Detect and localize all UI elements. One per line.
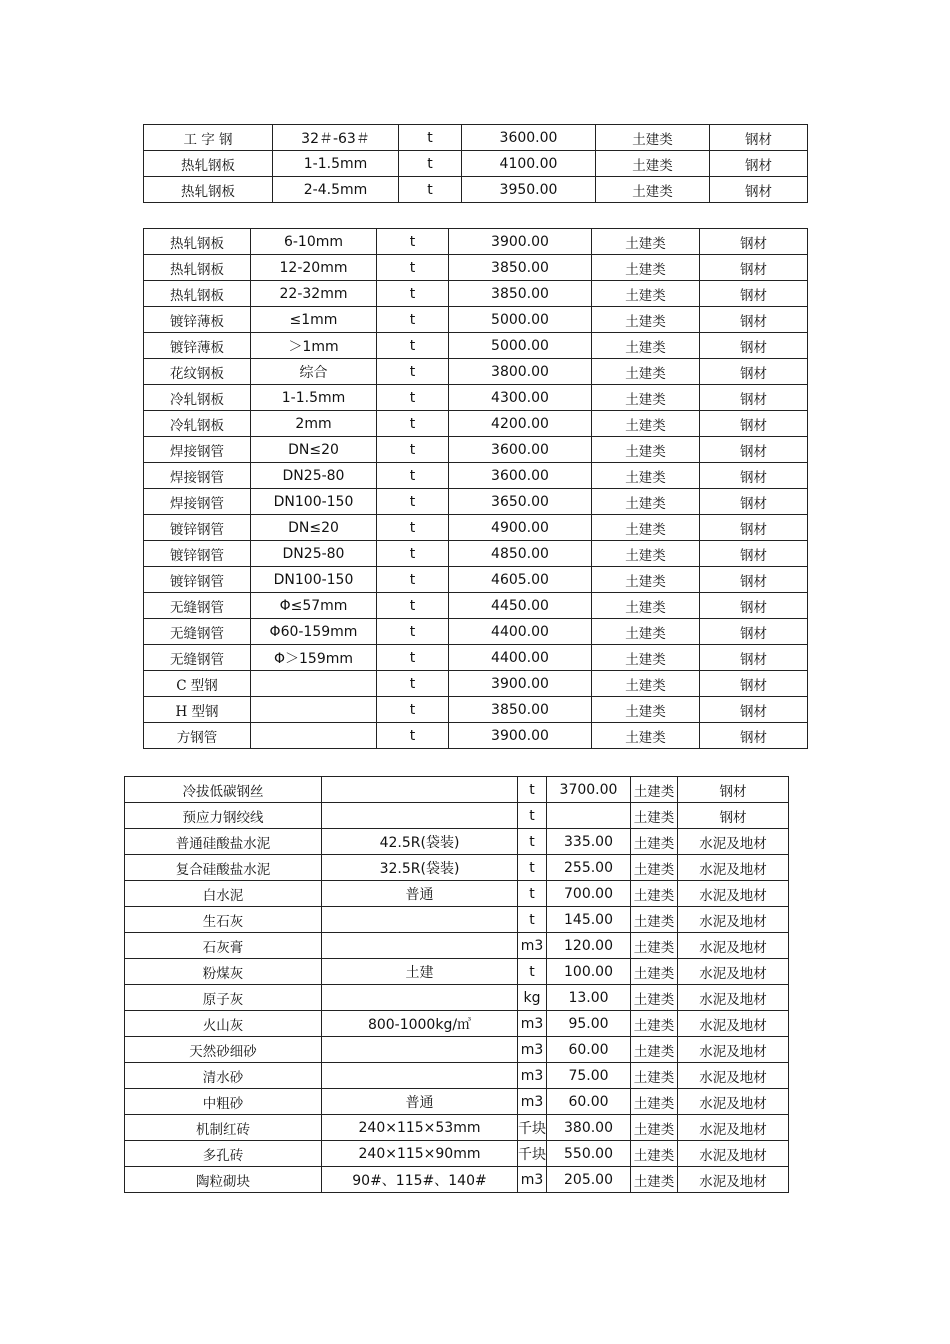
material-name-cell: 镀锌钢管: [144, 515, 251, 541]
price-cell: 3950.00: [462, 177, 596, 203]
material-type-cell: 钢材: [678, 777, 789, 803]
unit-cell: 千块: [518, 1141, 547, 1167]
unit-cell: t: [377, 411, 449, 437]
category-cell: 土建类: [592, 697, 700, 723]
specification-cell: 1-1.5mm: [251, 385, 377, 411]
category-cell: 土建类: [596, 177, 710, 203]
unit-cell: m3: [518, 1011, 547, 1037]
specification-cell: [322, 933, 518, 959]
material-type-cell: 钢材: [700, 697, 808, 723]
specification-cell: 12-20mm: [251, 255, 377, 281]
table-row: [144, 723, 808, 749]
unit-cell: t: [399, 125, 462, 151]
specification-cell: [251, 723, 377, 749]
price-cell: 3900.00: [449, 723, 592, 749]
price-cell: 335.00: [547, 829, 631, 855]
material-type-cell: 水泥及地材: [678, 1089, 789, 1115]
material-name-cell: 普通硅酸盐水泥: [125, 829, 322, 855]
table-body: [144, 125, 808, 203]
specification-cell: [322, 777, 518, 803]
price-cell: 120.00: [547, 933, 631, 959]
price-cell: 75.00: [547, 1063, 631, 1089]
unit-cell: t: [377, 645, 449, 671]
price-cell: 4850.00: [449, 541, 592, 567]
specification-cell: DN100-150: [251, 567, 377, 593]
specification-cell: [322, 803, 518, 829]
price-cell: 3850.00: [449, 697, 592, 723]
category-cell: 土建类: [592, 619, 700, 645]
category-cell: 土建类: [596, 151, 710, 177]
price-cell: 4200.00: [449, 411, 592, 437]
material-type-cell: 水泥及地材: [678, 829, 789, 855]
specification-cell: 1-1.5mm: [273, 151, 399, 177]
material-name-cell: 热轧钢板: [144, 229, 251, 255]
material-name-cell: 焊接钢管: [144, 489, 251, 515]
material-type-cell: 水泥及地材: [678, 1063, 789, 1089]
price-cell: 3650.00: [449, 489, 592, 515]
specification-cell: Φ＞159mm: [251, 645, 377, 671]
unit-cell: t: [377, 281, 449, 307]
unit-cell: 千块: [518, 1115, 547, 1141]
material-type-cell: 水泥及地材: [678, 1141, 789, 1167]
unit-cell: t: [377, 385, 449, 411]
table-row: [144, 333, 808, 359]
material-name-cell: 粉煤灰: [125, 959, 322, 985]
material-name-cell: 热轧钢板: [144, 255, 251, 281]
price-cell: 3800.00: [449, 359, 592, 385]
table-row: [144, 255, 808, 281]
specification-cell: 32.5R(袋装): [322, 855, 518, 881]
material-name-cell: 无缝钢管: [144, 619, 251, 645]
material-type-cell: 钢材: [700, 619, 808, 645]
unit-cell: t: [377, 359, 449, 385]
price-cell: [547, 803, 631, 829]
price-cell: 95.00: [547, 1011, 631, 1037]
table-row: [144, 697, 808, 723]
price-cell: 4450.00: [449, 593, 592, 619]
material-name-cell: H 型钢: [144, 697, 251, 723]
table-row: [144, 515, 808, 541]
material-type-cell: 水泥及地材: [678, 985, 789, 1011]
material-type-cell: 钢材: [710, 151, 808, 177]
material-type-cell: 钢材: [700, 307, 808, 333]
category-cell: 土建类: [631, 829, 678, 855]
category-cell: 土建类: [631, 959, 678, 985]
table-row: [144, 619, 808, 645]
material-type-cell: 水泥及地材: [678, 855, 789, 881]
table-row: [144, 151, 808, 177]
material-name-cell: 工 字 钢: [144, 125, 273, 151]
category-cell: 土建类: [592, 333, 700, 359]
price-cell: 4100.00: [462, 151, 596, 177]
unit-cell: t: [377, 307, 449, 333]
price-cell: 4900.00: [449, 515, 592, 541]
price-cell: 4300.00: [449, 385, 592, 411]
material-name-cell: 清水砂: [125, 1063, 322, 1089]
table-row: [125, 803, 789, 829]
unit-cell: m3: [518, 1089, 547, 1115]
specification-cell: Φ60-159mm: [251, 619, 377, 645]
table-row: [125, 777, 789, 803]
material-type-cell: 钢材: [700, 489, 808, 515]
category-cell: 土建类: [631, 881, 678, 907]
table-row: [125, 1037, 789, 1063]
material-type-cell: 水泥及地材: [678, 1167, 789, 1193]
material-name-cell: 陶粒砌块: [125, 1167, 322, 1193]
category-cell: 土建类: [592, 281, 700, 307]
material-type-cell: 钢材: [700, 671, 808, 697]
material-name-cell: 热轧钢板: [144, 177, 273, 203]
specification-cell: [322, 985, 518, 1011]
unit-cell: t: [518, 907, 547, 933]
table-row: [125, 1011, 789, 1037]
price-cell: 380.00: [547, 1115, 631, 1141]
material-type-cell: 钢材: [700, 723, 808, 749]
table-row: [144, 671, 808, 697]
table-row: [125, 933, 789, 959]
price-cell: 205.00: [547, 1167, 631, 1193]
material-name-cell: 无缝钢管: [144, 593, 251, 619]
price-cell: 3600.00: [462, 125, 596, 151]
table-row: [125, 829, 789, 855]
material-name-cell: 机制红砖: [125, 1115, 322, 1141]
table-row: [125, 1089, 789, 1115]
unit-cell: t: [377, 697, 449, 723]
category-cell: 土建类: [596, 125, 710, 151]
unit-cell: t: [377, 619, 449, 645]
table-row: [144, 567, 808, 593]
specification-cell: 2mm: [251, 411, 377, 437]
unit-cell: t: [518, 777, 547, 803]
material-name-cell: 火山灰: [125, 1011, 322, 1037]
category-cell: 土建类: [631, 855, 678, 881]
specification-cell: 240×115×53mm: [322, 1115, 518, 1141]
category-cell: 土建类: [631, 803, 678, 829]
unit-cell: t: [518, 803, 547, 829]
unit-cell: m3: [518, 933, 547, 959]
material-name-cell: 冷拔低碳钢丝: [125, 777, 322, 803]
price-cell: 3850.00: [449, 255, 592, 281]
category-cell: 土建类: [592, 541, 700, 567]
category-cell: 土建类: [592, 515, 700, 541]
material-type-cell: 钢材: [700, 463, 808, 489]
material-name-cell: 复合硅酸盐水泥: [125, 855, 322, 881]
specification-cell: 6-10mm: [251, 229, 377, 255]
material-type-cell: 水泥及地材: [678, 933, 789, 959]
category-cell: 土建类: [631, 1115, 678, 1141]
material-type-cell: 钢材: [700, 333, 808, 359]
material-name-cell: 镀锌薄板: [144, 307, 251, 333]
unit-cell: t: [399, 151, 462, 177]
table-row: [144, 125, 808, 151]
price-cell: 4605.00: [449, 567, 592, 593]
specification-cell: 综合: [251, 359, 377, 385]
specification-cell: 42.5R(袋装): [322, 829, 518, 855]
material-name-cell: 中粗砂: [125, 1089, 322, 1115]
price-cell: 255.00: [547, 855, 631, 881]
specification-cell: 2-4.5mm: [273, 177, 399, 203]
category-cell: 土建类: [592, 437, 700, 463]
specification-cell: 22-32mm: [251, 281, 377, 307]
specification-cell: 土建: [322, 959, 518, 985]
category-cell: 土建类: [592, 489, 700, 515]
table-row: [144, 437, 808, 463]
material-type-cell: 钢材: [700, 645, 808, 671]
category-cell: 土建类: [592, 567, 700, 593]
specification-cell: DN100-150: [251, 489, 377, 515]
category-cell: 土建类: [592, 593, 700, 619]
table-row: [144, 281, 808, 307]
category-cell: 土建类: [631, 1011, 678, 1037]
material-type-cell: 钢材: [700, 255, 808, 281]
material-type-cell: 钢材: [700, 541, 808, 567]
unit-cell: t: [377, 567, 449, 593]
category-cell: 土建类: [631, 777, 678, 803]
table-row: [125, 1167, 789, 1193]
price-cell: 4400.00: [449, 645, 592, 671]
material-type-cell: 水泥及地材: [678, 1037, 789, 1063]
price-cell: 13.00: [547, 985, 631, 1011]
material-name-cell: 方钢管: [144, 723, 251, 749]
material-name-cell: 原子灰: [125, 985, 322, 1011]
unit-cell: kg: [518, 985, 547, 1011]
material-type-cell: 水泥及地材: [678, 881, 789, 907]
material-price-table-3: [124, 776, 789, 1193]
material-name-cell: 热轧钢板: [144, 151, 273, 177]
table-row: [144, 229, 808, 255]
category-cell: 土建类: [631, 907, 678, 933]
specification-cell: ≤1mm: [251, 307, 377, 333]
material-type-cell: 水泥及地材: [678, 1115, 789, 1141]
price-cell: 5000.00: [449, 307, 592, 333]
category-cell: 土建类: [631, 1089, 678, 1115]
table-body: [144, 229, 808, 749]
material-type-cell: 钢材: [678, 803, 789, 829]
price-cell: 60.00: [547, 1037, 631, 1063]
unit-cell: t: [377, 437, 449, 463]
table-row: [144, 463, 808, 489]
unit-cell: m3: [518, 1063, 547, 1089]
material-name-cell: 天然砂细砂: [125, 1037, 322, 1063]
category-cell: 土建类: [592, 671, 700, 697]
table-row: [144, 359, 808, 385]
price-cell: 3600.00: [449, 437, 592, 463]
material-name-cell: 白水泥: [125, 881, 322, 907]
specification-cell: 90#、115#、140#: [322, 1167, 518, 1193]
category-cell: 土建类: [631, 1167, 678, 1193]
specification-cell: ＞1mm: [251, 333, 377, 359]
unit-cell: t: [377, 255, 449, 281]
specification-cell: [251, 671, 377, 697]
price-cell: 3700.00: [547, 777, 631, 803]
unit-cell: m3: [518, 1037, 547, 1063]
unit-cell: t: [377, 463, 449, 489]
table-row: [144, 177, 808, 203]
table-row: [144, 489, 808, 515]
material-type-cell: 钢材: [710, 125, 808, 151]
price-cell: 3850.00: [449, 281, 592, 307]
table-row: [144, 645, 808, 671]
specification-cell: DN25-80: [251, 541, 377, 567]
material-type-cell: 钢材: [700, 593, 808, 619]
unit-cell: t: [518, 855, 547, 881]
material-name-cell: 无缝钢管: [144, 645, 251, 671]
price-cell: 3600.00: [449, 463, 592, 489]
specification-cell: 240×115×90mm: [322, 1141, 518, 1167]
unit-cell: t: [377, 723, 449, 749]
table-row: [125, 1063, 789, 1089]
table-row: [144, 385, 808, 411]
material-name-cell: 花纹钢板: [144, 359, 251, 385]
material-type-cell: 钢材: [700, 359, 808, 385]
unit-cell: t: [377, 541, 449, 567]
material-type-cell: 钢材: [700, 437, 808, 463]
unit-cell: t: [377, 593, 449, 619]
category-cell: 土建类: [631, 933, 678, 959]
material-name-cell: 预应力钢绞线: [125, 803, 322, 829]
unit-cell: m3: [518, 1167, 547, 1193]
table-row: [125, 1115, 789, 1141]
specification-cell: DN≤20: [251, 515, 377, 541]
material-name-cell: 热轧钢板: [144, 281, 251, 307]
material-type-cell: 钢材: [700, 515, 808, 541]
category-cell: 土建类: [631, 1063, 678, 1089]
material-name-cell: 冷轧钢板: [144, 385, 251, 411]
table-body: [125, 777, 789, 1193]
price-cell: 60.00: [547, 1089, 631, 1115]
category-cell: 土建类: [631, 1141, 678, 1167]
table-row: [144, 593, 808, 619]
category-cell: 土建类: [631, 985, 678, 1011]
material-name-cell: 生石灰: [125, 907, 322, 933]
material-type-cell: 钢材: [710, 177, 808, 203]
material-name-cell: 石灰膏: [125, 933, 322, 959]
unit-cell: t: [399, 177, 462, 203]
price-cell: 3900.00: [449, 671, 592, 697]
unit-cell: t: [518, 881, 547, 907]
unit-cell: t: [377, 671, 449, 697]
category-cell: 土建类: [592, 307, 700, 333]
category-cell: 土建类: [592, 645, 700, 671]
material-name-cell: C 型钢: [144, 671, 251, 697]
table-row: [125, 985, 789, 1011]
material-type-cell: 钢材: [700, 229, 808, 255]
table-row: [125, 1141, 789, 1167]
steel-price-table-2: [143, 228, 808, 749]
specification-cell: [322, 1063, 518, 1089]
table-row: [125, 881, 789, 907]
category-cell: 土建类: [592, 255, 700, 281]
material-type-cell: 钢材: [700, 567, 808, 593]
price-cell: 100.00: [547, 959, 631, 985]
material-name-cell: 镀锌钢管: [144, 567, 251, 593]
material-name-cell: 镀锌钢管: [144, 541, 251, 567]
category-cell: 土建类: [592, 723, 700, 749]
specification-cell: DN25-80: [251, 463, 377, 489]
material-type-cell: 水泥及地材: [678, 907, 789, 933]
category-cell: 土建类: [592, 229, 700, 255]
table-row: [144, 411, 808, 437]
price-cell: 145.00: [547, 907, 631, 933]
category-cell: 土建类: [592, 385, 700, 411]
unit-cell: t: [518, 959, 547, 985]
specification-cell: Φ≤57mm: [251, 593, 377, 619]
material-type-cell: 钢材: [700, 385, 808, 411]
material-type-cell: 水泥及地材: [678, 1011, 789, 1037]
specification-cell: 普通: [322, 881, 518, 907]
category-cell: 土建类: [592, 463, 700, 489]
specification-cell: 800-1000kg/㎥: [322, 1011, 518, 1037]
specification-cell: DN≤20: [251, 437, 377, 463]
material-name-cell: 焊接钢管: [144, 463, 251, 489]
category-cell: 土建类: [592, 411, 700, 437]
unit-cell: t: [377, 229, 449, 255]
category-cell: 土建类: [592, 359, 700, 385]
material-type-cell: 水泥及地材: [678, 959, 789, 985]
material-name-cell: 镀锌薄板: [144, 333, 251, 359]
price-cell: 5000.00: [449, 333, 592, 359]
unit-cell: t: [377, 489, 449, 515]
price-cell: 550.00: [547, 1141, 631, 1167]
table-row: [144, 541, 808, 567]
material-name-cell: 焊接钢管: [144, 437, 251, 463]
price-cell: 3900.00: [449, 229, 592, 255]
price-cell: 700.00: [547, 881, 631, 907]
table-row: [125, 959, 789, 985]
price-cell: 4400.00: [449, 619, 592, 645]
specification-cell: 普通: [322, 1089, 518, 1115]
specification-cell: [251, 697, 377, 723]
table-row: [125, 855, 789, 881]
material-type-cell: 钢材: [700, 411, 808, 437]
steel-price-table-1: [143, 124, 808, 203]
table-row: [144, 307, 808, 333]
material-name-cell: 冷轧钢板: [144, 411, 251, 437]
unit-cell: t: [518, 829, 547, 855]
unit-cell: t: [377, 333, 449, 359]
material-name-cell: 多孔砖: [125, 1141, 322, 1167]
material-type-cell: 钢材: [700, 281, 808, 307]
unit-cell: t: [377, 515, 449, 541]
category-cell: 土建类: [631, 1037, 678, 1063]
specification-cell: 32＃-63＃: [273, 125, 399, 151]
specification-cell: [322, 1037, 518, 1063]
table-row: [125, 907, 789, 933]
specification-cell: [322, 907, 518, 933]
